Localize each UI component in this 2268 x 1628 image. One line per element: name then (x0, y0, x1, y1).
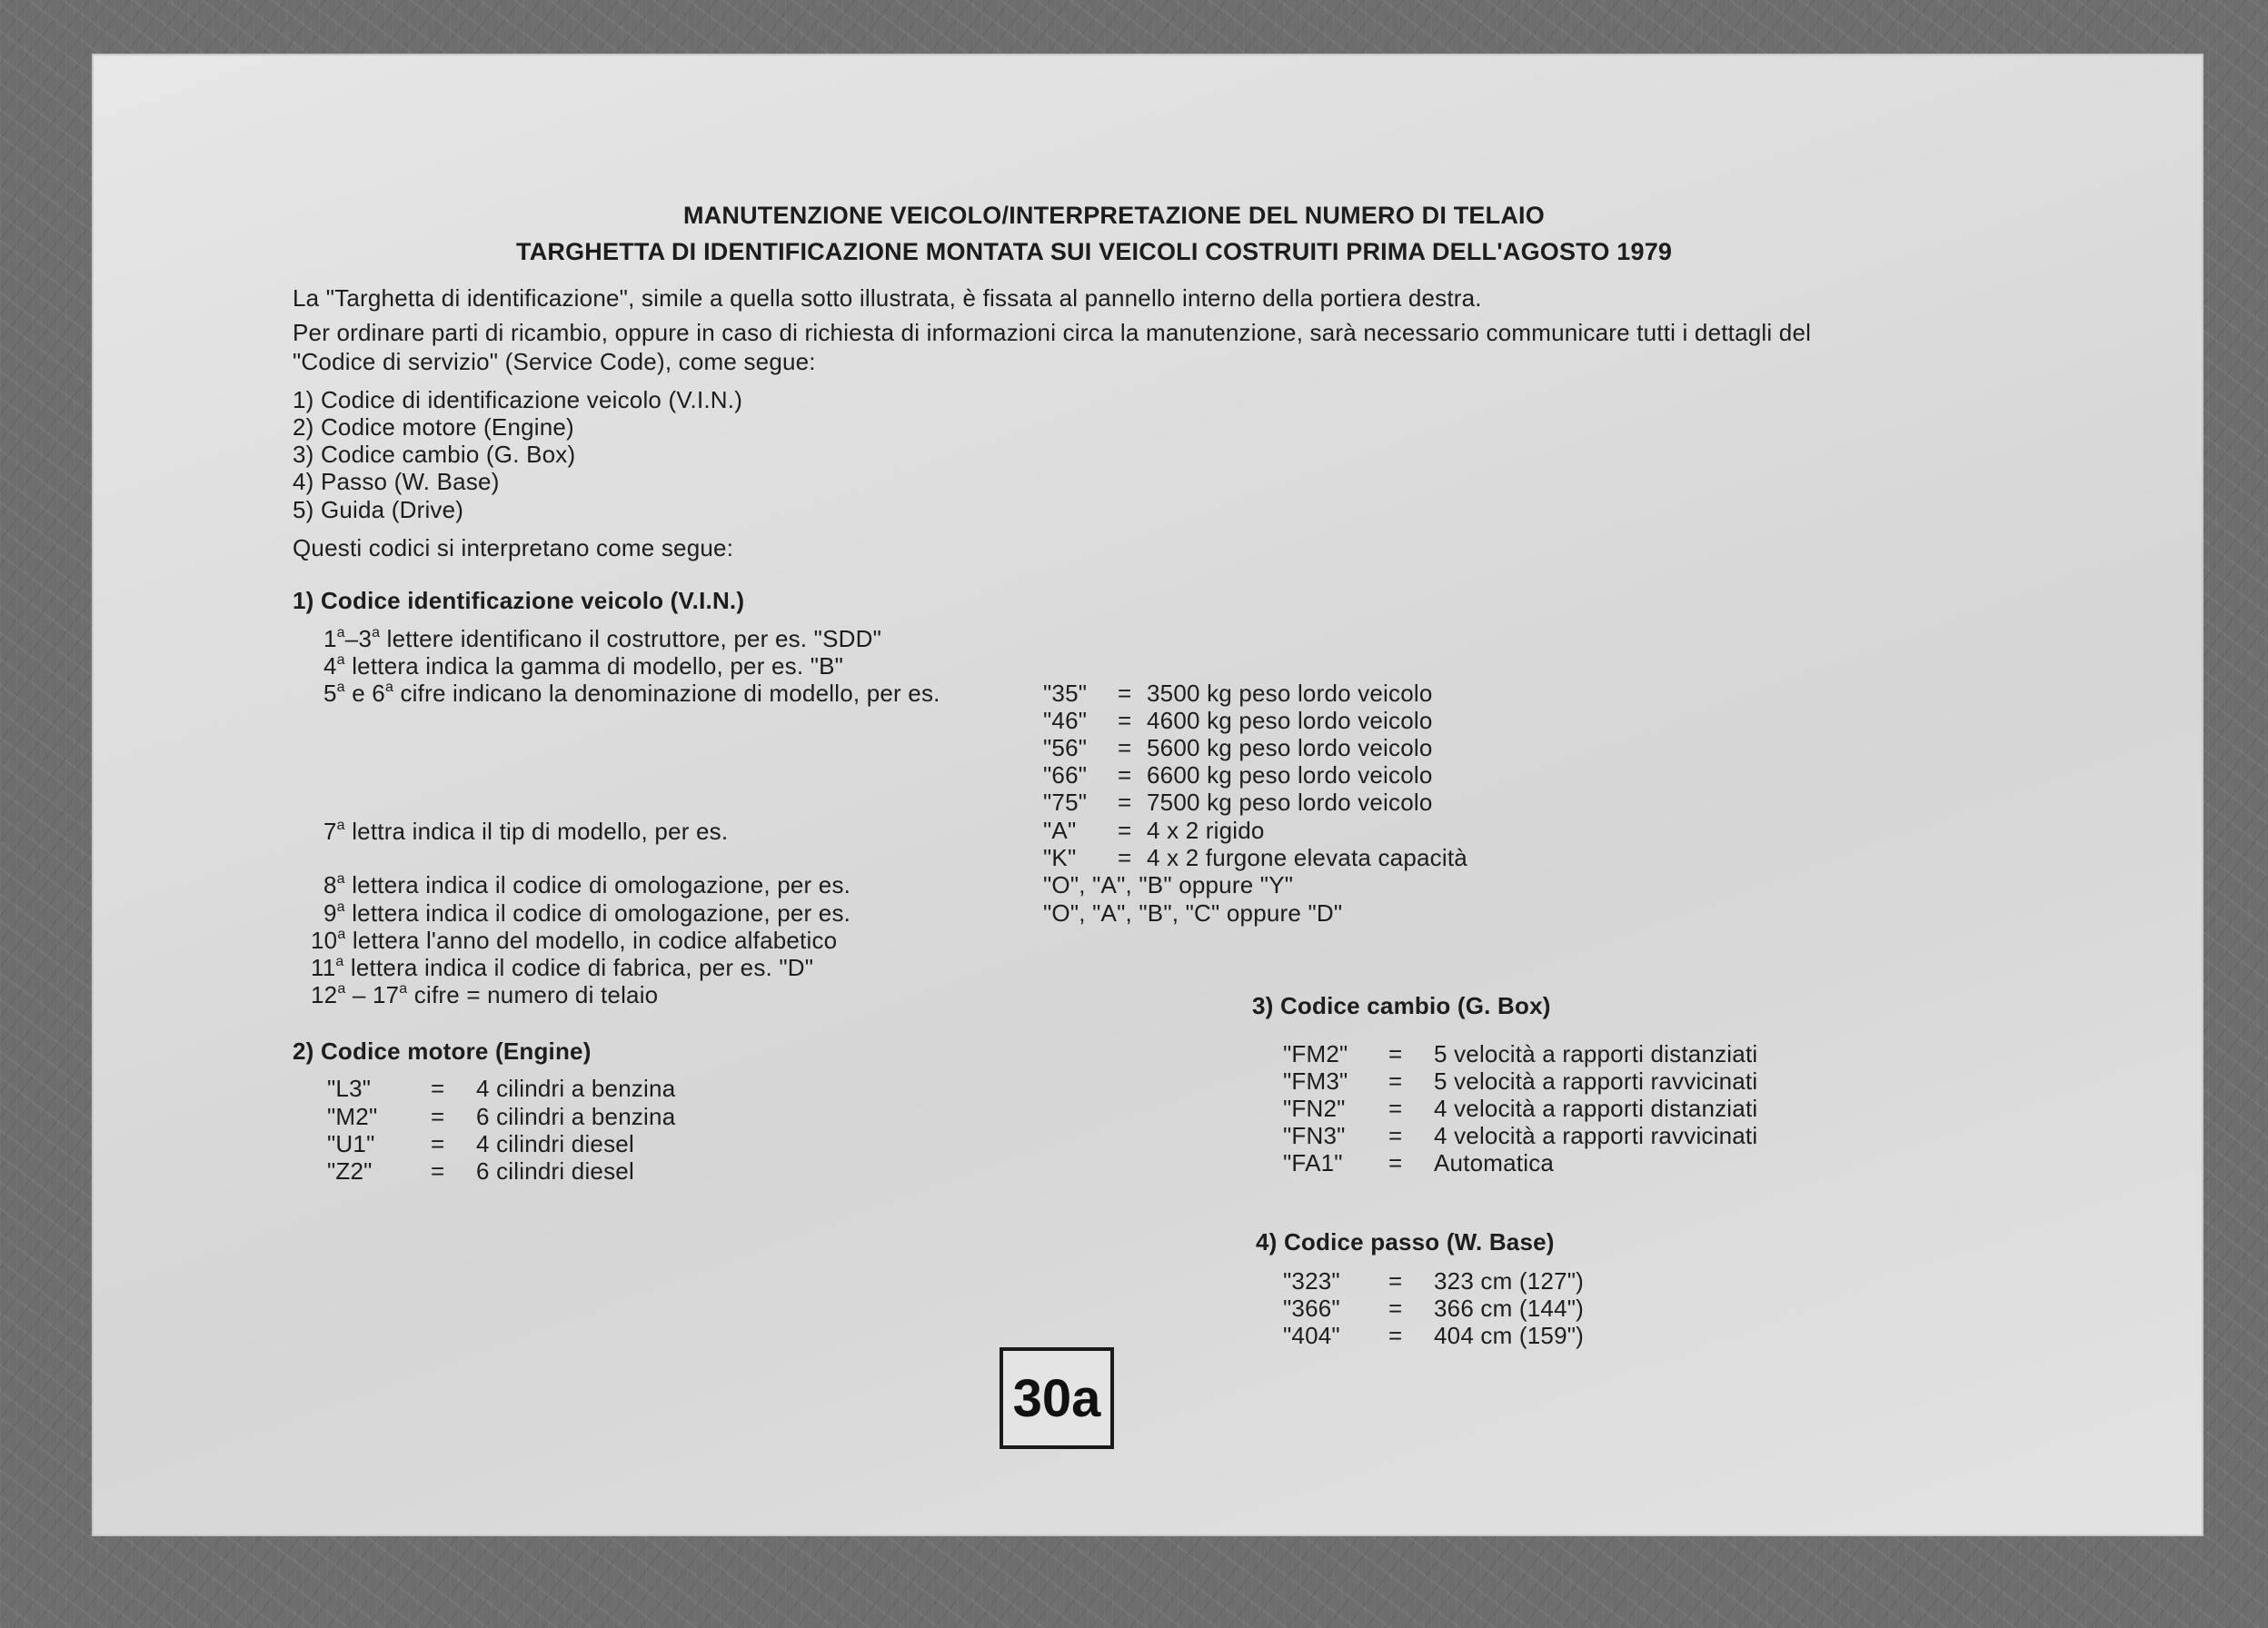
gearbox-eq: = (1388, 1095, 1403, 1122)
engine-code: "M2" (327, 1103, 378, 1130)
vin-example-desc: 7500 kg peso lordo veicolo (1147, 789, 1433, 816)
page-number: 30a (1000, 1347, 1114, 1449)
vin-example-desc: 6600 kg peso lordo veicolo (1147, 761, 1433, 789)
vin-example-code: "A" (1043, 817, 1077, 844)
gearbox-desc: 5 velocità a rapporti distanziati (1434, 1040, 1758, 1067)
vin-example-eq: = (1118, 761, 1132, 789)
engine-code: "L3" (327, 1075, 372, 1102)
vin-example-code: "66" (1043, 761, 1088, 789)
vin-line-2: 4$^a$ lettera indica la gamma di modello, per es. "B" (323, 652, 844, 680)
vin-line-5: 8$^a$ lettera indica il codice di omologazione, per es. (323, 871, 851, 898)
vin-example-eq: = (1118, 734, 1132, 761)
wheelbase-desc: 404 cm (159") (1434, 1322, 1585, 1349)
codes-intro: Questi codici si interpretano come segue: (293, 534, 734, 561)
page-subtitle: TARGHETTA DI IDENTIFICAZIONE MONTATA SUI VEICOLI COSTRUITI PRIMA DELL'AGOSTO 1979 (516, 238, 1673, 265)
gearbox-eq: = (1388, 1067, 1403, 1095)
vin-example-eq: = (1118, 789, 1132, 816)
vin-example-eq: = (1118, 680, 1132, 707)
gearbox-code: "FM2" (1283, 1040, 1348, 1067)
vin-example-code: "46" (1043, 707, 1088, 734)
gearbox-code: "FN3" (1283, 1122, 1346, 1149)
vin-example-desc: 5600 kg peso lordo veicolo (1147, 734, 1433, 761)
wheelbase-eq: = (1388, 1322, 1403, 1349)
gearbox-desc: 4 velocità a rapporti distanziati (1434, 1095, 1758, 1122)
codes-list-item: 2) Codice motore (Engine) (293, 413, 574, 441)
intro-paragraph-1: La "Targhetta di identificazione", simile a quella sotto illustrata, è fissata al pannello interno della portiera destra. (293, 284, 1482, 312)
vin-heading: 1) Codice identificazione veicolo (V.I.N.) (293, 587, 745, 614)
engine-code: "U1" (327, 1130, 375, 1157)
engine-desc: 4 cilindri diesel (476, 1130, 634, 1157)
wheelbase-eq: = (1388, 1295, 1403, 1322)
gearbox-code: "FA1" (1283, 1149, 1343, 1176)
intro-paragraph-2a: Per ordinare parti di ricambio, oppure in caso di richiesta di informazioni circa la manutenzione, sarà necessario communicare tutti i dettagli del (293, 319, 1812, 346)
gearbox-code: "FN2" (1283, 1095, 1346, 1122)
homologation-codes-1: "O", "A", "B" oppure "Y" (1043, 871, 1294, 898)
page-title: MANUTENZIONE VEICOLO/INTERPRETAZIONE DEL NUMERO DI TELAIO (683, 202, 1545, 229)
wheelbase-code: "323" (1283, 1267, 1340, 1295)
vin-example-code: "75" (1043, 789, 1088, 816)
engine-eq: = (431, 1130, 445, 1157)
engine-eq: = (431, 1157, 445, 1185)
vin-example-desc: 4 x 2 furgone elevata capacità (1147, 844, 1467, 871)
gearbox-desc: 4 velocità a rapporti ravvicinati (1434, 1122, 1758, 1149)
gearbox-eq: = (1388, 1149, 1403, 1176)
gearbox-eq: = (1388, 1122, 1403, 1149)
wheelbase-code: "404" (1283, 1322, 1340, 1349)
vin-line-4: 7$^a$ lettra indica il tip di modello, per es. (323, 818, 729, 845)
engine-eq: = (431, 1075, 445, 1102)
vin-line-9: 12$^a$ – 17$^a$ cifre = numero di telaio (311, 981, 659, 1008)
homologation-codes-2: "O", "A", "B", "C" oppure "D" (1043, 899, 1343, 927)
gearbox-desc: Automatica (1434, 1149, 1555, 1176)
codes-list-item: 1) Codice di identificazione veicolo (V.I.N.) (293, 386, 743, 413)
vin-example-desc: 3500 kg peso lordo veicolo (1147, 680, 1433, 707)
engine-desc: 6 cilindri a benzina (476, 1103, 676, 1130)
engine-heading: 2) Codice motore (Engine) (293, 1037, 592, 1065)
wheelbase-heading: 4) Codice passo (W. Base) (1256, 1228, 1555, 1256)
gearbox-eq: = (1388, 1040, 1403, 1067)
vin-line-6: 9$^a$ lettera indica il codice di omologazione, per es. (323, 899, 851, 927)
engine-eq: = (431, 1103, 445, 1130)
vin-example-code: "35" (1043, 680, 1088, 707)
vin-line-8: 11$^a$ lettera indica il codice di fabrica, per es. "D" (311, 954, 814, 981)
vin-example-eq: = (1118, 817, 1132, 844)
codes-list-item: 4) Passo (W. Base) (293, 468, 500, 495)
vin-line-1: 1$^a$–3$^a$ lettere identificano il costruttore, per es. "SDD" (323, 625, 882, 652)
vin-line-3: 5$^a$ e 6$^a$ cifre indicano la denominazione di modello, per es. (323, 680, 940, 707)
vin-line-7: 10$^a$ lettera l'anno del modello, in codice alfabetico (311, 927, 838, 954)
wheelbase-desc: 366 cm (144") (1434, 1295, 1585, 1322)
codes-list-item: 5) Guida (Drive) (293, 496, 464, 523)
gearbox-code: "FM3" (1283, 1067, 1348, 1095)
vin-example-code: "56" (1043, 734, 1088, 761)
vin-example-eq: = (1118, 844, 1132, 871)
vin-example-desc: 4600 kg peso lordo veicolo (1147, 707, 1433, 734)
engine-code: "Z2" (327, 1157, 373, 1185)
vin-example-code: "K" (1043, 844, 1077, 871)
intro-paragraph-2b: "Codice di servizio" (Service Code), come segue: (293, 348, 816, 375)
wheelbase-eq: = (1388, 1267, 1403, 1295)
wheelbase-code: "366" (1283, 1295, 1340, 1322)
engine-desc: 6 cilindri diesel (476, 1157, 634, 1185)
vin-example-desc: 4 x 2 rigido (1147, 817, 1265, 844)
gearbox-heading: 3) Codice cambio (G. Box) (1252, 992, 1551, 1019)
wheelbase-desc: 323 cm (127") (1434, 1267, 1585, 1295)
gearbox-desc: 5 velocità a rapporti ravvicinati (1434, 1067, 1758, 1095)
codes-list-item: 3) Codice cambio (G. Box) (293, 441, 576, 468)
engine-desc: 4 cilindri a benzina (476, 1075, 676, 1102)
vin-example-eq: = (1118, 707, 1132, 734)
